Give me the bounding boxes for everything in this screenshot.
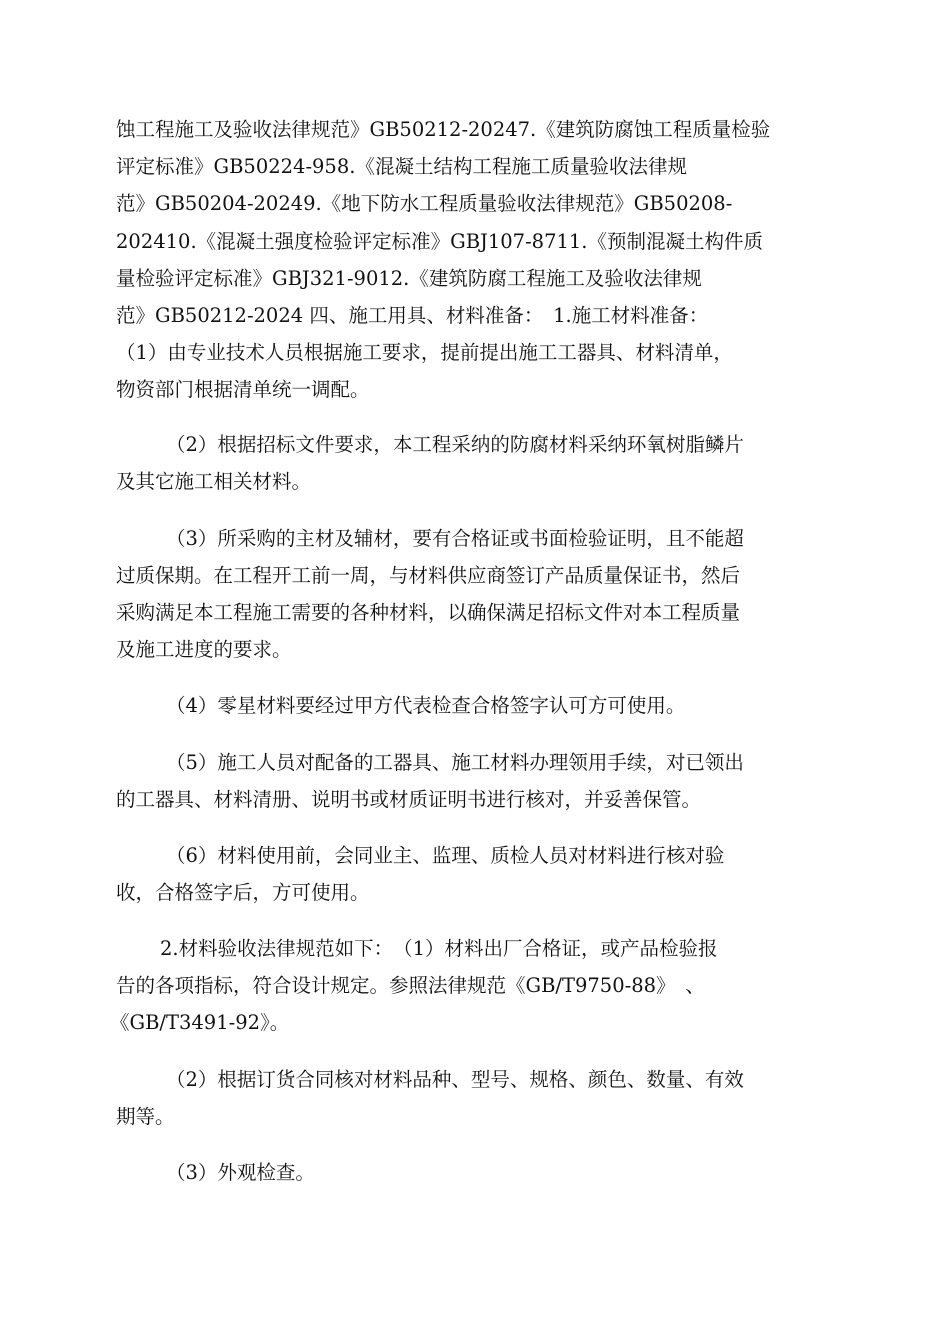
text-line: 采购满足本工程施工需要的各种材料，以确保满足招标文件对本工程质量 — [116, 601, 741, 624]
text-line: 过质保期。在工程开工前一周，与材料供应商签订产品质量保证书，然后 — [116, 564, 741, 587]
text-line: 期等。 — [116, 1105, 175, 1128]
text-line: （3）所采购的主材及辅材，要有合格证或书面检验证明，且不能超 — [166, 527, 744, 550]
text-line: 202410.《混凝土强度检验评定标准》GBJ107-8711.《预制混凝土构件质 — [116, 230, 763, 253]
text-line: （2）根据招标文件要求，本工程采纳的防腐材料采纳环氧树脂鳞片 — [166, 433, 744, 456]
text-line: （1）由专业技术人员根据施工要求，提前提出施工工器具、材料清单， — [116, 341, 733, 364]
text-line: 的工器具、材料清册、说明书或材质证明书进行核对，并妥善保管。 — [116, 788, 702, 811]
text-line: 收，合格签字后，方可使用。 — [116, 881, 370, 904]
text-line: 及施工进度的要求。 — [116, 638, 292, 661]
text-line: 及其它施工相关材料。 — [116, 470, 312, 493]
text-line: （2）根据订货合同核对材料品种、型号、规格、颜色、数量、有效 — [166, 1068, 744, 1091]
text-line: 物资部门根据清单统一调配。 — [116, 378, 370, 401]
text-line: （4）零星材料要经过甲方代表检查合格签字认可方可使用。 — [166, 694, 686, 717]
text-line: 量检验评定标准》GBJ321-9012.《建筑防腐工程施工及验收法律规 — [116, 267, 702, 290]
text-line: （5）施工人员对配备的工器具、施工材料办理领用手续，对已领出 — [166, 751, 744, 774]
text-line: （6）材料使用前，会同业主、监理、质检人员对材料进行核对验 — [166, 844, 725, 867]
text-line: 2.材料验收法律规范如下： （1）材料出厂合格证，或产品检验报 — [160, 937, 718, 960]
text-line: 范》GB50204-20249.《地下防水工程质量验收法律规范》GB50208- — [116, 192, 733, 215]
text-line: 评定标准》GB50224-958.《混凝土结构工程施工质量验收法律规 — [116, 155, 687, 178]
text-line: 告的各项指标，符合设计规定。参照法律规范《GB/T9750-88》 、 — [116, 974, 705, 997]
text-line: 蚀工程施工及验收法律规范》GB50212-20247.《建筑防腐蚀工程质量检验 — [116, 118, 771, 141]
text-line: 《GB/T3491-92》。 — [110, 1011, 290, 1034]
text-line: （3）外观检查。 — [166, 1161, 315, 1184]
text-line: 范》GB50212-2024 四、施工用具、材料准备： 1.施工材料准备： — [116, 304, 709, 327]
